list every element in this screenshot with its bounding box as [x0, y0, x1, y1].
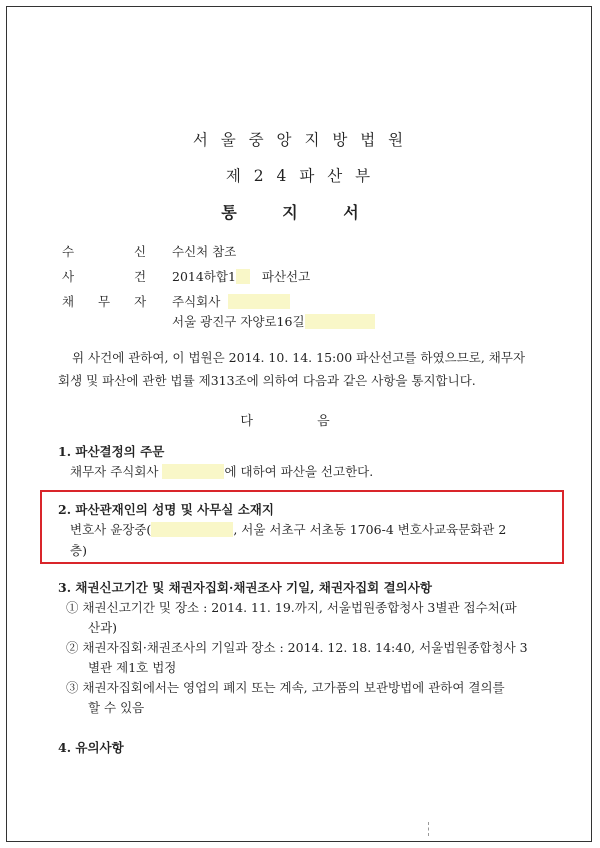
section-1-suffix: 에 대하여 파산을 선고한다.	[224, 464, 374, 479]
debtor-name-prefix: 주식회사	[172, 294, 221, 309]
section-1-heading: 1. 파산결정의 주문	[58, 444, 165, 459]
section-3-item-3-line-1: ③ 채권자집회에서는 영업의 폐지 또는 계속, 고가품의 보관방법에 관하여 결의를	[66, 680, 505, 695]
intro-line-1: 위 사건에 관하여, 이 법원은 2014. 10. 14. 15:00 파산선고를 하였으므로, 채무자	[72, 350, 526, 365]
section-3-item-3-line-2: 할 수 있음	[88, 700, 145, 715]
intro-line-2: 회생 및 파산에 관한 법률 제313조에 의하여 다음과 같은 사항을 통지합니다.	[58, 373, 476, 388]
scan-artifact	[428, 822, 443, 836]
debtor-address-redaction	[305, 314, 375, 329]
section-4-heading: 4. 유의사항	[58, 740, 124, 755]
section-1-line	[70, 462, 373, 480]
case-label: 사 건	[62, 269, 175, 284]
case-redaction	[236, 269, 250, 284]
debtor-address-line	[172, 312, 375, 330]
recipient-value: 수신처 참조	[172, 244, 237, 259]
section-2-line-2: 층)	[70, 543, 87, 558]
division-name: 제 2 4 파 산 부	[225, 167, 375, 185]
recipient-label: 수 신	[62, 244, 175, 259]
section-3-item-1-line-2: 산과)	[88, 620, 118, 635]
section-2-prefix: 변호사 윤장중(	[70, 522, 152, 537]
section-3-heading: 3. 채권신고기간 및 채권자집회·채권조사 기일, 채권자집회 결의사항	[58, 580, 432, 595]
section-2-line-1	[70, 520, 506, 538]
section-2-redaction	[151, 522, 233, 537]
court-name: 서 울 중 앙 지 방 법 원	[192, 131, 408, 149]
section-1-redaction	[162, 464, 224, 479]
case-number: 2014하합1	[172, 269, 236, 284]
case-line	[172, 267, 310, 285]
debtor-address-prefix: 서울 광진구 자양로16길	[172, 314, 305, 329]
section-3-item-2-line-2: 별관 제1호 법정	[88, 660, 177, 675]
section-3-item-1-line-1: ① 채권신고기간 및 장소 : 2014. 11. 19.까지, 서울법원종합청사 3별관 접수처(파	[66, 600, 517, 615]
section-2-heading: 2. 파산관재인의 성명 및 사무실 소재지	[58, 502, 274, 517]
debtor-name-line	[172, 292, 290, 310]
document-title: 통 지 서	[221, 203, 379, 222]
debtor-name-redaction	[228, 294, 290, 309]
case-type: 파산선고	[261, 269, 311, 284]
section-3-item-2-line-1: ② 채권자집회·채권조사의 기일과 장소 : 2014. 12. 18. 14:40, 서울법원종합청사 3	[66, 640, 528, 655]
section-1-prefix: 채무자 주식회사	[70, 464, 159, 479]
debtor-label: 채 무 자	[62, 294, 157, 309]
sub-heading: 다 음	[240, 414, 360, 429]
section-2-suffix: , 서울 서초구 서초동 1706-4 변호사교육문화관 2	[233, 522, 507, 537]
